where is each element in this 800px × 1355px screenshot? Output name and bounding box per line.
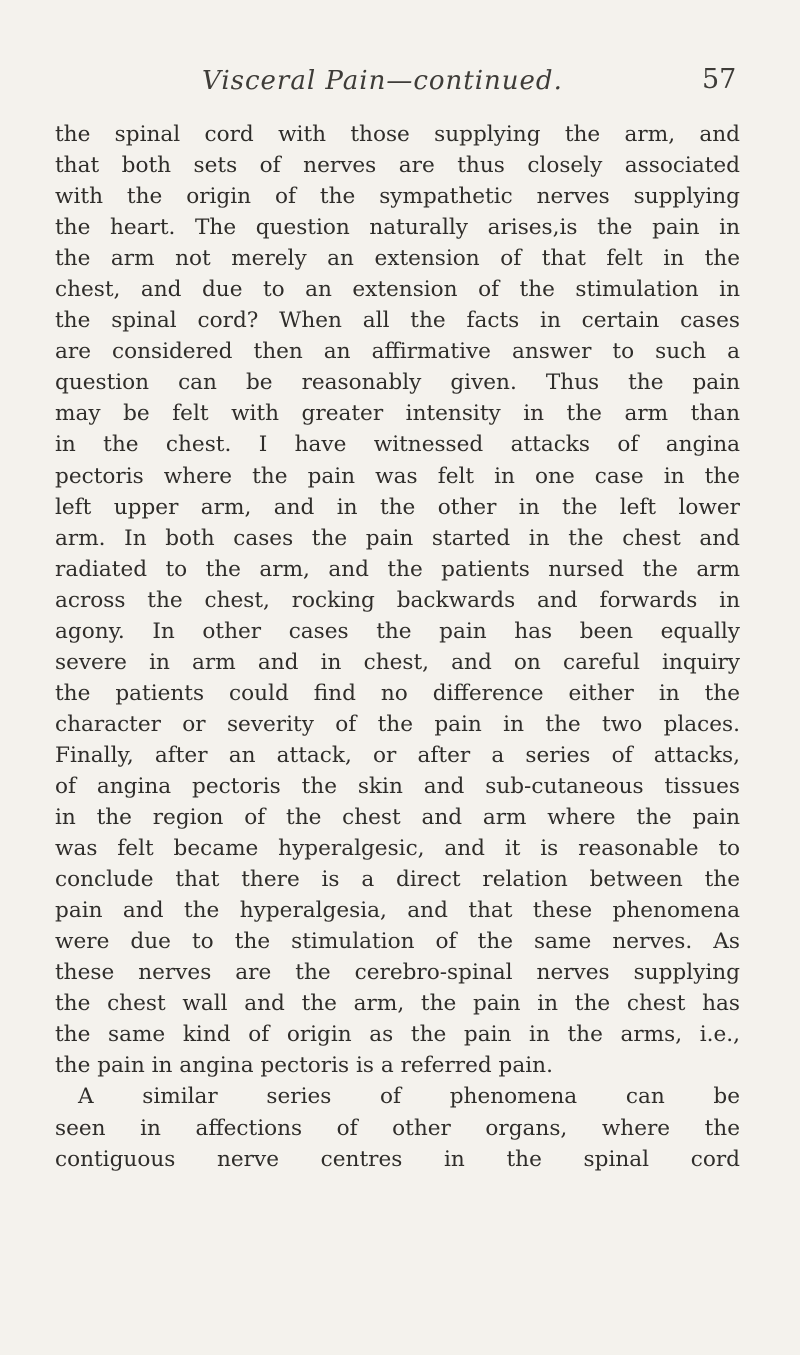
text-line: chest, and due to an extension of the stimulation in — [55, 277, 740, 303]
text-line: question can be reasonably given. Thus the pain — [55, 370, 740, 396]
text-line: of angina pectoris the skin and sub-cutaneous tissues — [55, 773, 740, 799]
text-line: arm. In both cases the pain started in the chest and — [55, 525, 740, 551]
text-line: may be felt with greater intensity in the arm than — [55, 401, 740, 427]
text-line: radiated to the arm, and the patients nursed the arm — [55, 556, 740, 582]
text-line: conclude that there is a direct relation between the — [55, 867, 740, 893]
text-line: the chest wall and the arm, the pain in the chest has — [55, 991, 740, 1017]
body-text — [55, 119, 740, 1175]
text-line: that both sets of nerves are thus closely associated — [55, 153, 740, 179]
text-line: were due to the stimulation of the same nerves. As — [55, 929, 740, 955]
text-line: contiguous nerve centres in the spinal cord — [55, 1146, 740, 1172]
text-line: are considered then an affirmative answer to such a — [55, 339, 740, 365]
text-line: the patients could find no difference either in the — [55, 680, 740, 706]
text-line: the spinal cord? When all the facts in certain cases — [55, 308, 740, 334]
text-line: severe in arm and in chest, and on careful inquiry — [55, 649, 740, 675]
running-head-title: Visceral Pain—continued. — [202, 66, 563, 96]
text-line: Finally, after an attack, or after a series of attacks, — [55, 742, 740, 768]
text-line: the spinal cord with those supplying the arm, and — [55, 122, 740, 147]
text-line-paragraph-end: the pain in angina pectoris is a referred pain. — [55, 1053, 553, 1079]
text-line: pectoris where the pain was felt in one case in the — [55, 463, 740, 489]
text-line: these nerves are the cerebro-spinal nerves supplying — [55, 960, 740, 986]
text-line: character or severity of the pain in the two places. — [55, 711, 740, 737]
text-line: left upper arm, and in the other in the left lower — [55, 494, 740, 520]
text-line: seen in affections of other organs, where the — [55, 1115, 740, 1141]
text-line: across the chest, rocking backwards and forwards in — [55, 587, 740, 613]
page-number: 57 — [702, 64, 737, 95]
text-line: the heart. The question naturally arises,is the pain in — [55, 215, 740, 241]
text-line: pain and the hyperalgesia, and that these phenomena — [55, 898, 740, 924]
text-line: the same kind of origin as the pain in the arms, i.e., — [55, 1022, 740, 1048]
text-line: agony. In other cases the pain has been equally — [55, 618, 740, 644]
text-line: in the chest. I have witnessed attacks of angina — [55, 432, 740, 458]
text-line: the arm not merely an extension of that felt in the — [55, 246, 740, 272]
text-line: was felt became hyperalgesic, and it is reasonable to — [55, 836, 740, 862]
text-line: in the region of the chest and arm where the pain — [55, 805, 740, 831]
text-line-paragraph-start: A similar series of phenomena can be — [78, 1084, 740, 1110]
text-line: with the origin of the sympathetic nerves supplying — [55, 184, 740, 210]
